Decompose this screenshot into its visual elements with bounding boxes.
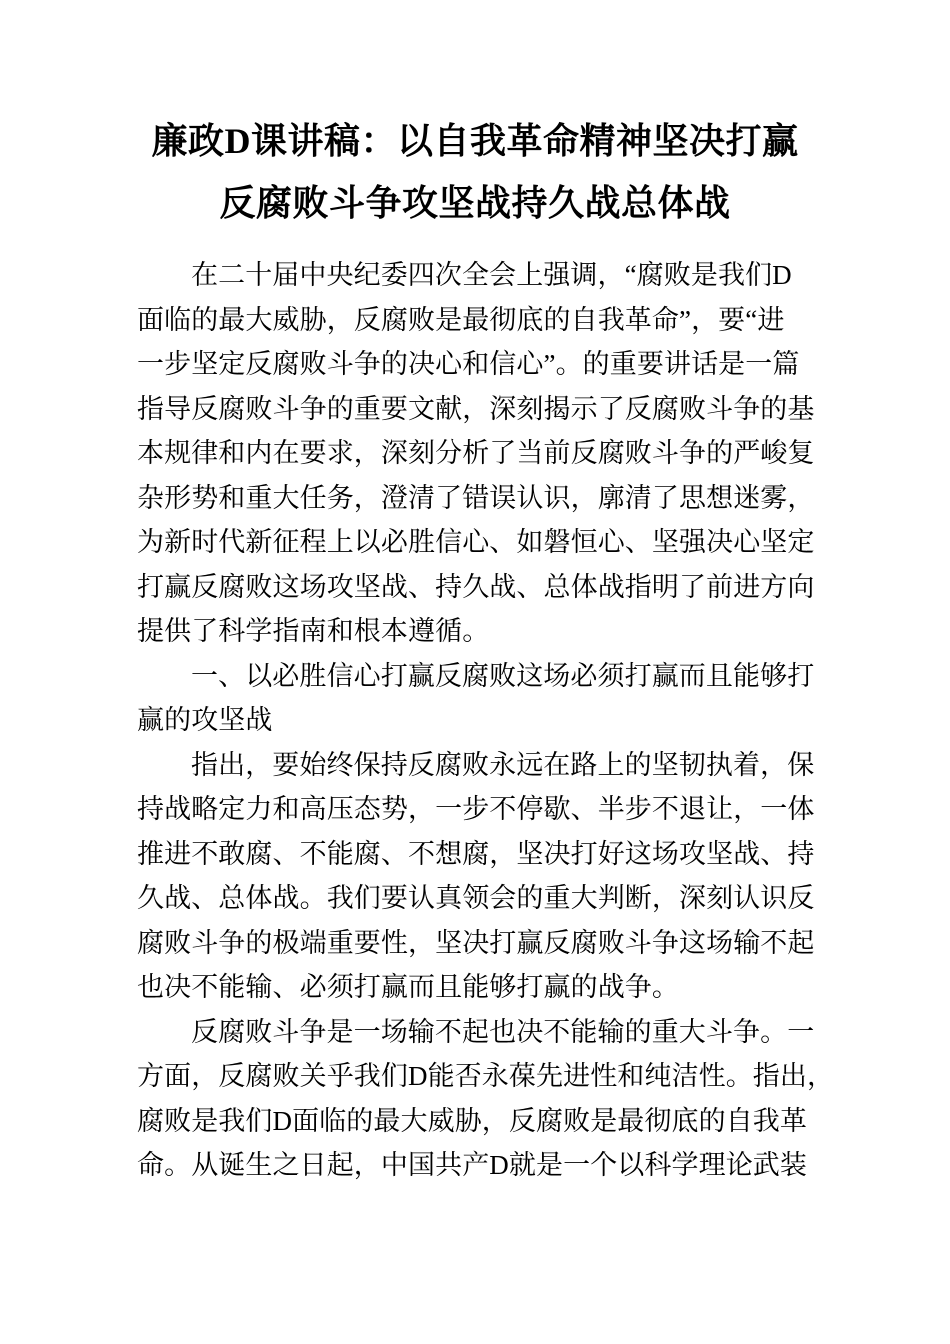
body-paragraph-line: 指导反腐败斗争的重要文献，深刻揭示了反腐败斗争的基 xyxy=(137,393,815,424)
document-title xyxy=(0,110,950,234)
body-paragraph-line: 为新时代新征程上以必胜信心、如磐恒心、坚强决心坚定 xyxy=(137,527,815,557)
document-body xyxy=(137,253,835,1188)
section-heading-line: 一、以必胜信心打赢反腐败这场必须打赢而且能够打 xyxy=(191,660,815,691)
body-paragraph-line: 反腐败斗争是一场输不起也决不能输的重大斗争。一 xyxy=(191,1016,815,1047)
body-paragraph-line: 腐败斗争的极端重要性，坚决打赢反腐败斗争这场输不起 xyxy=(137,927,815,958)
body-paragraph-line: 本规律和内在要求，深刻分析了当前反腐败斗争的严峻复 xyxy=(137,438,815,468)
body-paragraph-line: 推进不敢腐、不能腐、不想腐，坚决打好这场攻坚战、持 xyxy=(137,838,815,869)
document-title-line-1: 廉政D课讲稿：以自我革命精神坚决打赢 xyxy=(151,121,799,161)
body-paragraph-line: 命。从诞生之日起，中国共产D就是一个以科学理论武装 xyxy=(137,1150,807,1180)
body-paragraph-line: 方面，反腐败关乎我们D能否永葆先进性和纯洁性。指出， xyxy=(137,1061,835,1091)
body-paragraph-line: 久战、总体战。我们要认真领会的重大判断，深刻认识反 xyxy=(137,883,815,913)
body-paragraph-line: 面临的最大威胁，反腐败是最彻底的自我革命”，要“进 xyxy=(137,304,785,335)
body-paragraph-line: 打赢反腐败这场攻坚战、持久战、总体战指明了前进方向 xyxy=(137,571,815,602)
body-paragraph-line: 也决不能输、必须打赢而且能够打赢的战争。 xyxy=(137,972,679,1002)
body-paragraph-line: 杂形势和重大任务，澄清了错误认识，廓清了思想迷雾， xyxy=(137,482,815,513)
document-title-line-2: 反腐败斗争攻坚战持久战总体战 xyxy=(219,183,731,223)
body-paragraph-line: 指出，要始终保持反腐败永远在路上的坚韧执着，保 xyxy=(191,749,815,780)
section-heading-line: 赢的攻坚战 xyxy=(137,705,273,735)
body-paragraph-line: 一步坚定反腐败斗争的决心和信心”。的重要讲话是一篇 xyxy=(137,349,800,379)
body-paragraph-line: 腐败是我们D面临的最大威胁，反腐败是最彻底的自我革 xyxy=(137,1105,807,1136)
body-paragraph-line: 在二十届中央纪委四次全会上强调，“腐败是我们D xyxy=(191,260,792,290)
body-paragraph-line: 提供了科学指南和根本遵循。 xyxy=(137,616,490,646)
body-paragraph-line: 持战略定力和高压态势，一步不停歇、半步不退让，一体 xyxy=(137,794,815,824)
